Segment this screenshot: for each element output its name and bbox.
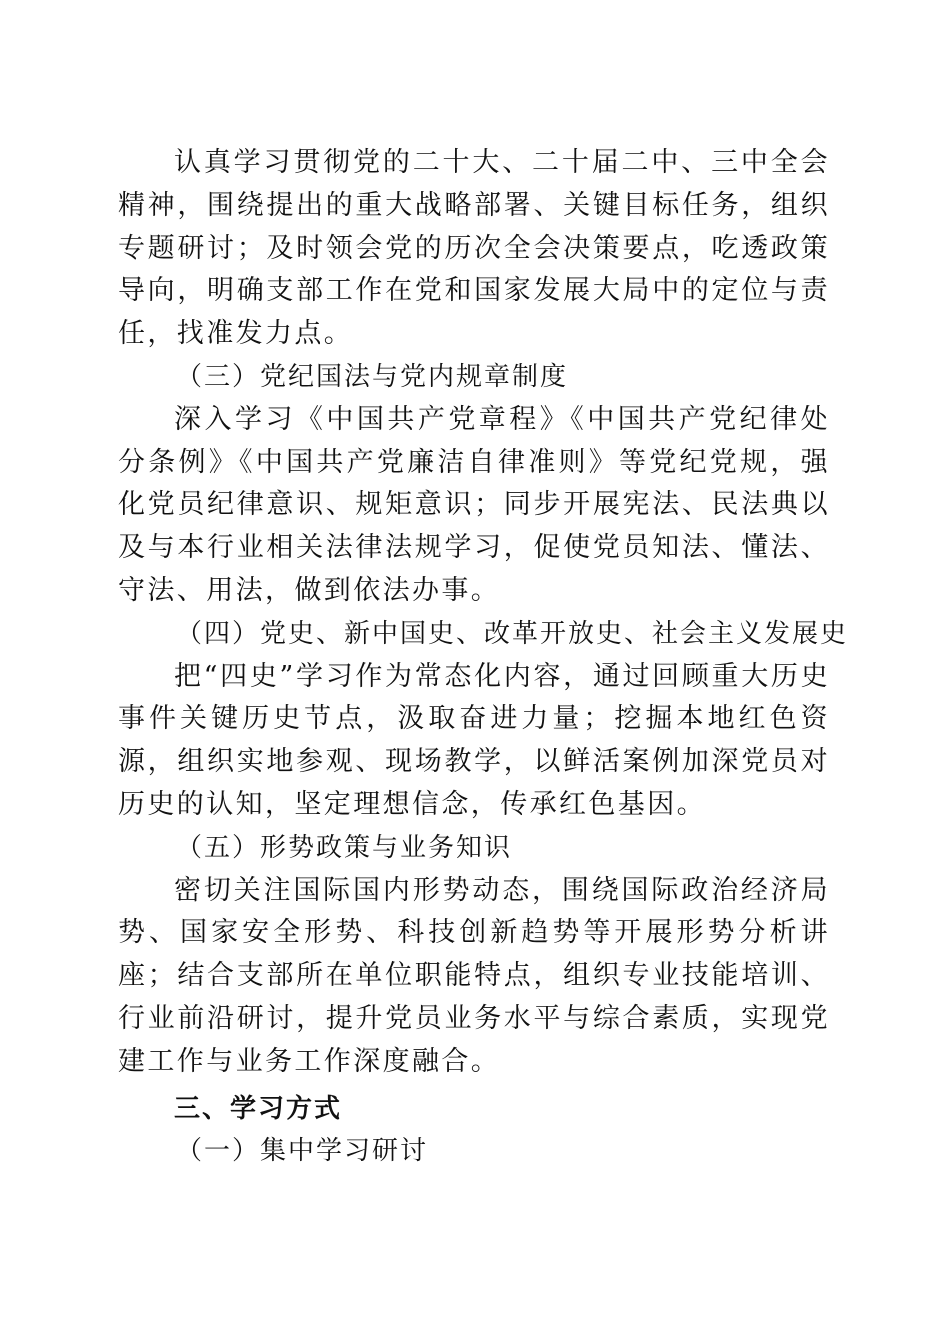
paragraph-study-party-spirit: 认真学习贯彻党的二十大、二十届二中、三中全会精神，围绕提出的重大战略部署、关键目标任务，组织专题研讨；及时领会党的历次全会决策要点，吃透政策导向，明确支部工作在党和国家发展大局中的定位与责任，找准发力点。 [118, 147, 830, 350]
subheading-four-histories: （四）党史、新中国史、改革开放史、社会主义发展史 [176, 618, 849, 649]
subheading-group-study: （一）集中学习研讨 [176, 1136, 429, 1167]
section-heading-study-methods: 三、学习方式 [174, 1093, 343, 1124]
paragraph-party-discipline: 深入学习《中国共产党章程》《中国共产党纪律处分条例》《中国共产党廉洁自律准则》等党纪党规，强化党员纪律意识、规矩意识；同步开展宪法、民法典以及与本行业相关法律法规学习，促使党员知法、懂法、守法、用法，做到依法办事。 [118, 403, 830, 606]
document-body [118, 142, 849, 1173]
subheading-policy-business: （五）形势政策与业务知识 [176, 832, 513, 863]
paragraph-four-histories: 把“四史”学习作为常态化内容，通过回顾重大历史事件关键历史节点，汲取奋进力量；挖掘本地红色资源，组织实地参观、现场教学，以鲜活案例加深党员对历史的认知，坚定理想信念，传承红色基因。 [118, 660, 830, 820]
subheading-party-discipline: （三）党纪国法与党内规章制度 [176, 361, 569, 392]
paragraph-policy-business: 密切关注国际国内形势动态，围绕国际政治经济局势、国家安全形势、科技创新趋势等开展形势分析讲座；结合支部所在单位职能特点，组织专业技能培训、行业前沿研讨，提升党员业务水平与综合素质，实现党建工作与业务工作深度融合。 [118, 874, 830, 1077]
